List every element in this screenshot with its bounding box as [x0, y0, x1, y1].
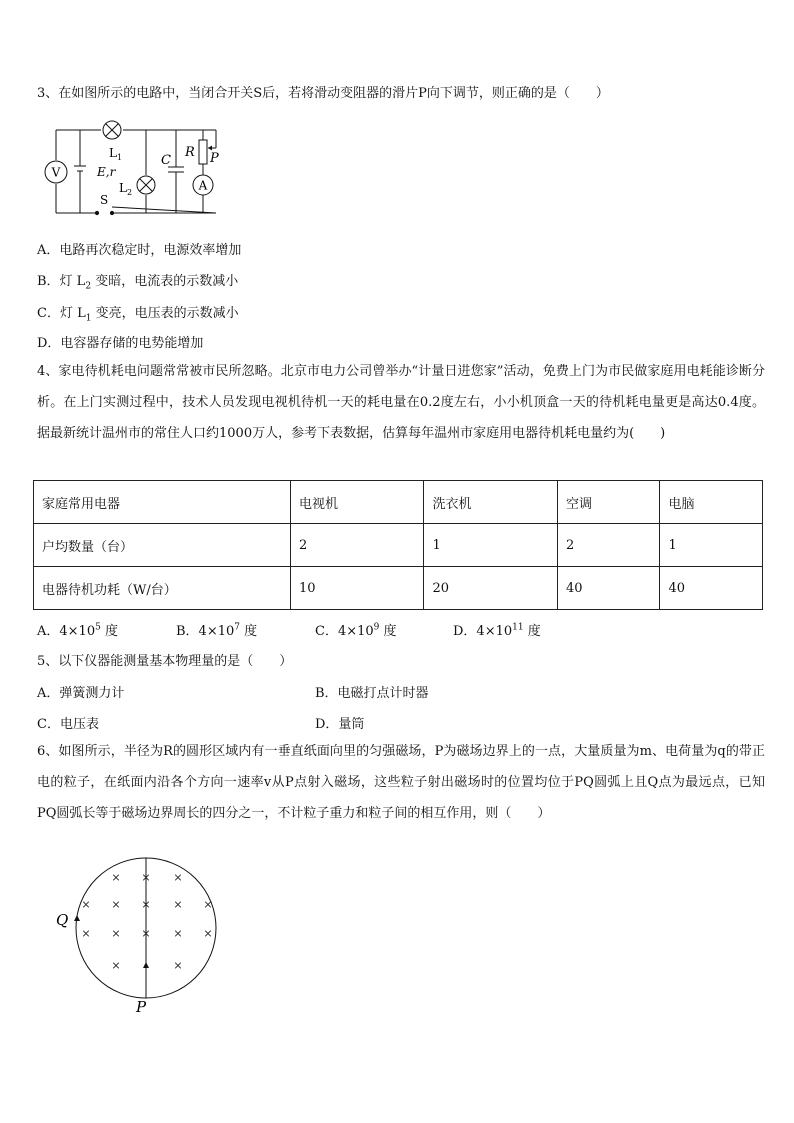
lamp2-label: L: [119, 181, 127, 195]
table-cell: 40: [557, 567, 660, 610]
q4-option-b: B．$4\times 10^7$ 度: [176, 622, 258, 639]
source-label: E,r: [97, 165, 116, 179]
q5-option-c: C．电压表: [37, 717, 99, 732]
standby-power-table: [33, 480, 763, 610]
q4-stem: 4、家电待机耗电问题常常被市民所忽略。北京市电力公司曾举办“计量日进您家”活动，免费上门为市民做家庭用电耗能诊断分析。在上门实测过程中，技术人员发现电视机待机一天的耗电量在0.2度左右，小小机顶盒一天的待机耗电量更是高达0.4度。据最新统计温州市的常住人口约1000万人，参考下表数据，估算每年温州市家庭用电器待机耗电量约为( ): [37, 364, 765, 441]
field-mark: ×: [203, 898, 213, 911]
table-cell: 电脑: [660, 481, 763, 524]
table-cell: 洗衣机: [424, 481, 557, 524]
switch-symbol: [95, 211, 113, 214]
table-cell: 10: [291, 567, 424, 610]
q3-option-a: A．电路再次稳定时，电源效率增加: [37, 243, 242, 258]
field-mark: ×: [111, 927, 121, 940]
q6-stem: 6、如图所示，半径为R的圆形区域内有一垂直纸面向里的匀强磁场，P为磁场边界上的一点，大量质量为m、电荷量为q的带正电的粒子，在纸面内沿各个方向一速率v从P点射入磁场，这些粒子射出磁场时的位置均位于PQ圆弧上且Q点为最远点，已知PQ圆弧长等于磁场边界周长的四分之一，不计粒子重力和粒子间的相互作用，则（ ）: [37, 744, 765, 821]
table-cell: 电器待机功耗（W/台）: [34, 567, 291, 610]
table-cell: 40: [660, 567, 763, 610]
field-mark: ×: [173, 959, 183, 972]
point-p-label: P: [136, 998, 147, 1015]
field-mark: ×: [203, 927, 213, 940]
table-header-row: [34, 481, 763, 524]
capacitor-label: C: [161, 153, 171, 168]
table-cell: 家庭常用电器: [34, 481, 291, 524]
table-row: [34, 567, 763, 610]
resistor-label: R: [185, 145, 195, 160]
switch-label: S: [100, 193, 109, 207]
entry-arrow: [143, 962, 149, 968]
field-mark: ×: [111, 959, 121, 972]
ammeter-label: A: [198, 178, 208, 193]
table-cell: 20: [424, 567, 557, 610]
lamp2-sub: 2: [127, 188, 133, 197]
q6-magnetic-field-diagram: [50, 850, 230, 1015]
field-mark: ×: [111, 898, 121, 911]
field-mark: ×: [81, 927, 91, 940]
field-mark: ×: [81, 898, 91, 911]
table-cell: 空调: [557, 481, 660, 524]
lamp1-label: L: [109, 146, 117, 160]
q5-stem: 5、以下仪器能测量基本物理量的是（ ）: [37, 654, 293, 669]
table-cell: 1: [424, 524, 557, 567]
field-mark: ×: [141, 927, 151, 940]
q3-option-c: C．灯 $L_1$ 变亮，电压表的示数减小: [37, 306, 239, 324]
table-cell: 电视机: [291, 481, 424, 524]
q3-stem: 3、在如图所示的电路中，当闭合开关S后，若将滑动变阻器的滑片P向下调节，则正确的是（ ）: [37, 86, 609, 101]
q4-option-a: A．$4\times 10^5$ 度: [37, 622, 118, 639]
q4-option-c: C．$4\times 10^9$ 度: [315, 622, 397, 639]
q-arrow: [74, 915, 80, 921]
table-cell: 1: [660, 524, 763, 567]
field-marks: [81, 871, 212, 972]
q3-option-b: B．灯 $L_2$ 变暗，电流表的示数减小: [37, 274, 239, 292]
q5-option-d: D．量筒: [315, 717, 365, 732]
voltmeter-label: V: [51, 165, 61, 180]
q3-option-d: D．电容器存储的电势能增加: [37, 336, 204, 351]
q5-option-a: A．弹簧测力计: [37, 686, 125, 701]
field-mark: ×: [173, 927, 183, 940]
field-mark: ×: [173, 871, 183, 884]
q4-option-d: D．$4\times 10^{11}$ 度: [453, 622, 541, 639]
field-mark: ×: [141, 871, 151, 884]
table-cell: 户均数量（台）: [34, 524, 291, 567]
table-cell: 2: [557, 524, 660, 567]
field-mark: ×: [141, 898, 151, 911]
lamp1-sub: 1: [117, 153, 123, 162]
table-cell: 2: [291, 524, 424, 567]
q3-circuit-diagram: [40, 118, 230, 220]
field-mark: ×: [111, 871, 121, 884]
point-q-label: Q: [56, 911, 69, 929]
field-mark: ×: [173, 898, 183, 911]
slider-arrow: [208, 146, 212, 151]
table-row: [34, 524, 763, 567]
slider-label: P: [210, 151, 219, 166]
q5-option-b: B．电磁打点计时器: [315, 686, 429, 701]
